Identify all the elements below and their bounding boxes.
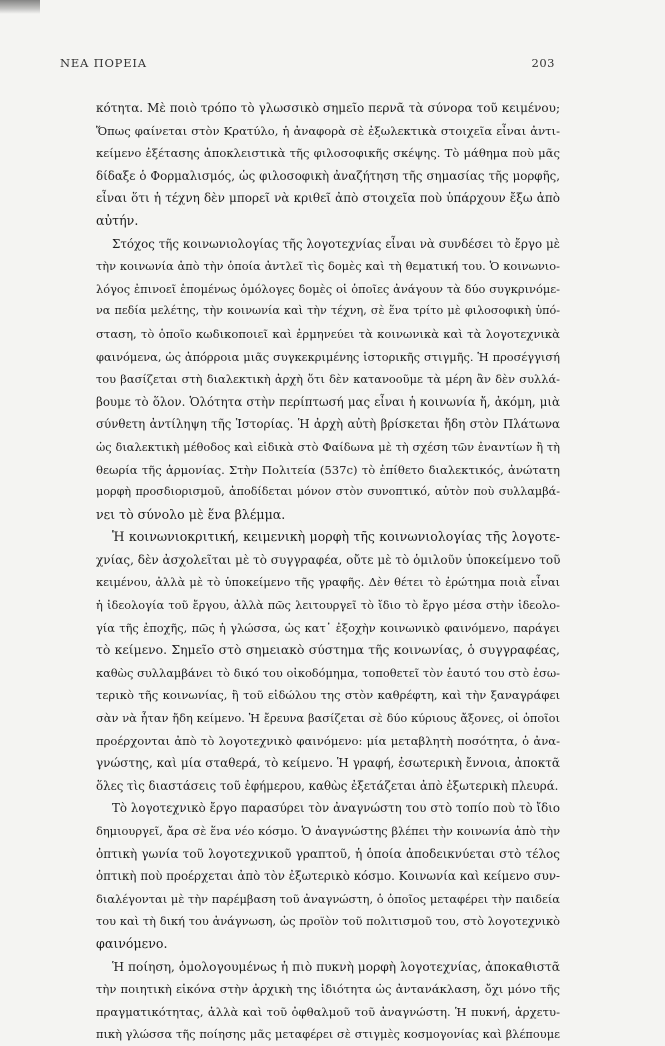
text-line: γνώστης, καὶ μία σταθερά, τὸ κείμενο. Ἡ γραφή, ἐσωτερικὴ ἔννοια, ἀποκτᾶ xyxy=(96,756,560,771)
text-line: βουμε τὸ ὅλον. Ὁλότητα στὴν περίπτωσή μας εἶναι ἡ κοινωνία ἤ, ἀκόμη, μιὰ xyxy=(96,394,560,409)
page-header xyxy=(60,56,555,70)
text-line: Στόχος τῆς κοινωνιολογίας τῆς λογοτεχνίας εἶναι νὰ συνδέσει τὸ ἔργο μὲ xyxy=(112,236,560,251)
text-line: κείμενο ἐξέτασης ἀποκλειστικὰ τῆς φιλοσοφικῆς σκέψης. Τὸ μάθημα ποὺ μᾶς xyxy=(96,146,560,161)
text-line: τερικὸ τῆς κοινωνίας, ἢ τοῦ εἰδώλου της στὸν καθρέφτη, καὶ τὴν ξαναγράφει xyxy=(96,688,560,703)
text-line: λόγος ἐπινοεῖ ἑπομένως ὁμόλογες δομὲς οἱ ὁποῖες ἀνάγουν τὰ δύο συγκρινόμε- xyxy=(96,281,560,296)
text-line: θεωρία τῆς ἁρμονίας. Στὴν Πολιτεία (537c) τὸ ἐπίθετο διαλεκτικός, ἀνώτατη xyxy=(96,462,560,477)
text-line: Ἡ κοινωνιοκριτική, κειμενικὴ μορφὴ τῆς κοινωνιολογίας τῆς λογοτε- xyxy=(112,529,560,545)
text-line: σύνθετη ἀντίληψη τῆς Ἱστορίας. Ἡ ἀρχὴ αὐτὴ βρίσκεται ἤδη στὸν Πλάτωνα xyxy=(96,417,560,432)
text-line: τὴν κοινωνία ἀπὸ τὴν ὁποία ἀντλεῖ τὶς δομὲς καὶ τὴ θεματική του. Ὁ κοινωνιο- xyxy=(96,259,560,274)
text-line: ἡ ἰδεολογία τοῦ ἔργου, ἀλλὰ πῶς λειτουργεῖ τὸ ἴδιο τὸ ἔργο μέσα στὴν ἰδεολο- xyxy=(96,598,560,613)
text-line: του καὶ τὴ δική του ἀνάγνωση, ὡς προϊὸν τοῦ πολιτισμοῦ του, στὸ λογοτεχνικὸ xyxy=(96,914,560,929)
text-line: σταση, τὸ ὁποῖο κωδικοποιεῖ καὶ ἑρμηνεύει τὰ κοινωνικὰ καὶ τὰ λογοτεχνικὰ xyxy=(96,326,560,341)
text-line: φαινόμενο. xyxy=(96,935,168,951)
body-text xyxy=(96,97,560,1046)
text-line: Ἡ ποίηση, ὁμολογουμένως ἡ πιὸ πυκνὴ μορφὴ λογοτεχνίας, ἀποκαθιστᾶ xyxy=(112,959,560,974)
text-line: νει τὸ σύνολο μὲ ἕνα βλέμμα. xyxy=(96,506,286,522)
text-line: τὴν ποιητικὴ εἰκόνα στὴν ἀρχικὴ της ἰδιότητα ὡς ἀντανάκλαση, ὄχι μόνο τῆς xyxy=(96,982,560,997)
text-line: ὅλες τὶς διαστάσεις τοῦ ἐφήμερου, καθὼς ἐξετάζεται ἀπὸ ἐξωτερικὴ πλευρά. xyxy=(96,778,559,793)
text-line: γία τῆς ἐποχῆς, πῶς ἡ γλώσσα, ὡς κατ᾽ ἐξοχὴν κοινωνικὸ φαινόμενο, παράγει xyxy=(96,620,560,635)
text-line: χνίας, δὲν ἀσχολεῖται μὲ τὸ συγγραφέα, οὔτε μὲ τὸ ὁμιλοῦν ὑποκείμενο τοῦ xyxy=(96,552,561,567)
text-line: σὰν νὰ ἦταν ἤδη κείμενο. Ἡ ἔρευνα βασίζεται σὲ δύο κύριους ἄξονες, οἱ ὁποῖοι xyxy=(96,711,560,726)
text-line: πικὴ γλώσσα τῆς ποίησης μᾶς μεταφέρει σὲ στιγμὲς κοσμογονίας καὶ βλέπουμε xyxy=(96,1027,560,1042)
text-line: Ὅπως φαίνεται στὸν Κρατύλο, ἡ ἀναφορὰ σὲ ἐξωλεκτικὰ στοιχεῖα εἶναι ἀντι- xyxy=(96,123,560,138)
text-line: να πεδία μελέτης, τὴν κοινωνία καὶ τὴν τέχνη, σὲ ἕνα τρίτο μὲ φιλοσοφικὴ ὑπό- xyxy=(96,304,560,318)
text-line: προέρχονται ἀπὸ τὸ λογοτεχνικὸ φαινόμενο: μία μεταβλητὴ ποσότητα, ὁ ἀνα- xyxy=(96,733,560,748)
text-line: κειμένου, ἀλλὰ μὲ τὸ ὑποκείμενο τῆς γραφῆς. Δὲν θέτει τὸ ἐρώτημα ποιὰ εἶναι xyxy=(96,575,560,590)
text-line: τὸ κείμενο. Σημεῖο στὸ σημειακὸ σύστημα τῆς κοινωνίας, ὁ συγγραφέας, xyxy=(96,642,560,658)
text-line: ὀπτικὴ γωνία τοῦ λογοτεχνικοῦ γραπτοῦ, ἡ ὁποία ἀποδεικνύεται στὸ τέλος xyxy=(96,846,560,861)
text-line: δίδαξε ὁ Φορμαλισμός, ὡς φιλοσοφικὴ ἀναζήτηση τῆς σημασίας τῆς μορφῆς, xyxy=(96,168,560,183)
text-line: μορφὴ προσδιορισμοῦ, ἀποδίδεται μόνον στὸν συνοπτικό, αὐτὸν ποὺ συλλαμβά- xyxy=(96,485,560,499)
text-line: δημιουργεῖ, ἄρα σὲ ἕνα νέο κόσμο. Ὁ ἀναγνώστης βλέπει τὴν κοινωνία ἀπὸ τὴν xyxy=(96,824,560,838)
text-line: ὡς διαλεκτικὴ μέθοδος καὶ εἰδικὰ στὸ Φαίδωνα μὲ τὴ σχέση τῶν ἐναντίων ἢ τὴ xyxy=(96,439,560,454)
page-number: 203 xyxy=(531,56,555,70)
text-line: του βασίζεται στὴ διαλεκτικὴ ἀρχὴ ὅτι δὲν κατανοοῦμε τὰ μέρη ἂν δὲν συλλά- xyxy=(96,372,560,387)
text-line: εἶναι ὅτι ἡ τέχνη δὲν μπορεῖ νὰ κριθεῖ ἀπὸ στοιχεῖα ποὺ ὑπάρχουν ἔξω ἀπὸ xyxy=(96,191,560,206)
scan-edge-shadow xyxy=(0,0,40,14)
text-line: ὀπτικὴ ποὺ προέρχεται ἀπὸ τὸν ἐξωτερικὸ κόσμο. Κοινωνία καὶ κείμενο συν- xyxy=(96,869,560,884)
text-line: φαινόμενα, ὡς ἀπόρροια μιᾶς συγκεκριμένης ἱστορικῆς στιγμῆς. Ἡ προσέγγισή xyxy=(96,349,560,364)
text-line: αὐτήν. xyxy=(96,212,139,228)
text-line: κότητα. Μὲ ποιὸ τρόπο τὸ γλωσσικὸ σημεῖο περνᾶ τὰ σύνορα τοῦ κειμένου; xyxy=(96,101,560,115)
text-line: Τὸ λογοτεχνικὸ ἔργο παρασύρει τὸν ἀναγνώστη του στὸ τοπίο ποὺ τὸ ἴδιο xyxy=(112,801,560,816)
text-line: διαλέγονται μὲ τὴν παρέμβαση τοῦ ἀναγνώστη, ὁ ὁποῖος μεταφέρει τὴν παιδεία xyxy=(96,891,560,906)
running-title: ΝΕΑ ΠΟΡΕΙΑ xyxy=(60,56,147,70)
text-line: πραγματικότητας, ἀλλὰ καὶ τοῦ ὀφθαλμοῦ τοῦ ἀναγνώστη. Ἡ πυκνή, ἀρχετυ- xyxy=(96,1004,560,1019)
text-line: καθὼς συλλαμβάνει τὸ δικό του οἰκοδόμημα, τοποθετεῖ τὸν ἑαυτό του στὸ ἐσω- xyxy=(96,665,560,680)
